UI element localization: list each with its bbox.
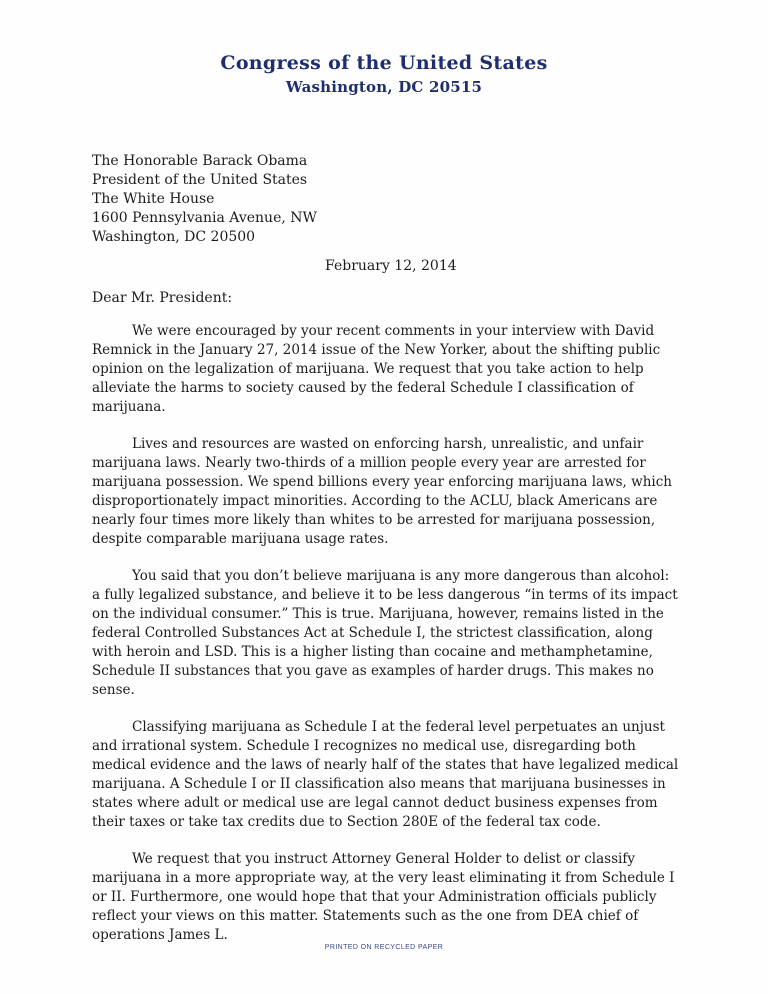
recycled-paper-footer: PRINTED ON RECYCLED PAPER: [324, 944, 444, 951]
body-paragraph: Lives and resources are wasted on enforcing harsh, unrealistic, and unfair marijuana laws. Nearly two-thirds of a million people every year are arrested for marijuana possession. We spend billions every year enforcing marijuana laws, which disproportionately impact minorities. According to the ACLU, black Americans are nearly four times more likely than whites to be arrested for marijuana possession, despite comparable marijuana usage rates.: [92, 436, 672, 547]
letter-body: [92, 322, 680, 963]
salutation: Dear Mr. President:: [92, 290, 233, 306]
recipient-line: Washington, DC 20500: [92, 229, 256, 245]
body-paragraph: We request that you instruct Attorney General Holder to delist or classify marijuana in a more appropriate way, at the very least eliminating it from Schedule I or II. Furthermore, one would hope that that your Administration officials publicly reflect your views on this matter. Statements such as the one from DEA chief of operations James L.: [92, 851, 675, 943]
recipient-address: [92, 152, 552, 247]
recipient-line: The White House: [92, 191, 215, 207]
body-paragraph: You said that you don’t believe marijuana is any more dangerous than alcohol: a fully legalized substance, and believe it to be less dangerous “in terms of its impact on the individual consumer.” This is true. Marijuana, however, remains listed in the federal Controlled Substances Act at Schedule I, the strictest classification, along with heroin and LSD. This is a higher listing than cocaine and methamphetamine, Schedule II substances that you gave as examples of harder drugs. This makes no sense.: [92, 568, 678, 698]
letterhead-subtitle: Washington, DC 20515: [285, 78, 483, 96]
recipient-line: The Honorable Barack Obama: [92, 153, 308, 169]
recipient-line: 1600 Pennsylvania Avenue, NW: [92, 210, 317, 226]
recipient-line: President of the United States: [92, 172, 308, 188]
body-paragraph: We were encouraged by your recent comments in your interview with David Remnick in the January 27, 2014 issue of the New Yorker, about the shifting public opinion on the legalization of marijuana. We request that you take action to help alleviate the harms to society caused by the federal Schedule I classification of marijuana.: [92, 323, 661, 415]
letter-date: February 12, 2014: [325, 258, 457, 274]
letterhead-title: Congress of the United States: [220, 52, 548, 74]
body-paragraph: Classifying marijuana as Schedule I at the federal level perpetuates an unjust and irrational system. Schedule I recognizes no medical use, disregarding both medical evidence and the laws of nearly half of the states that have legalized medical marijuana. A Schedule I or II classification also means that marijuana businesses in states where adult or medical use are legal cannot deduct business expenses from their taxes or take tax credits due to Section 280E of the federal tax code.: [92, 719, 679, 830]
